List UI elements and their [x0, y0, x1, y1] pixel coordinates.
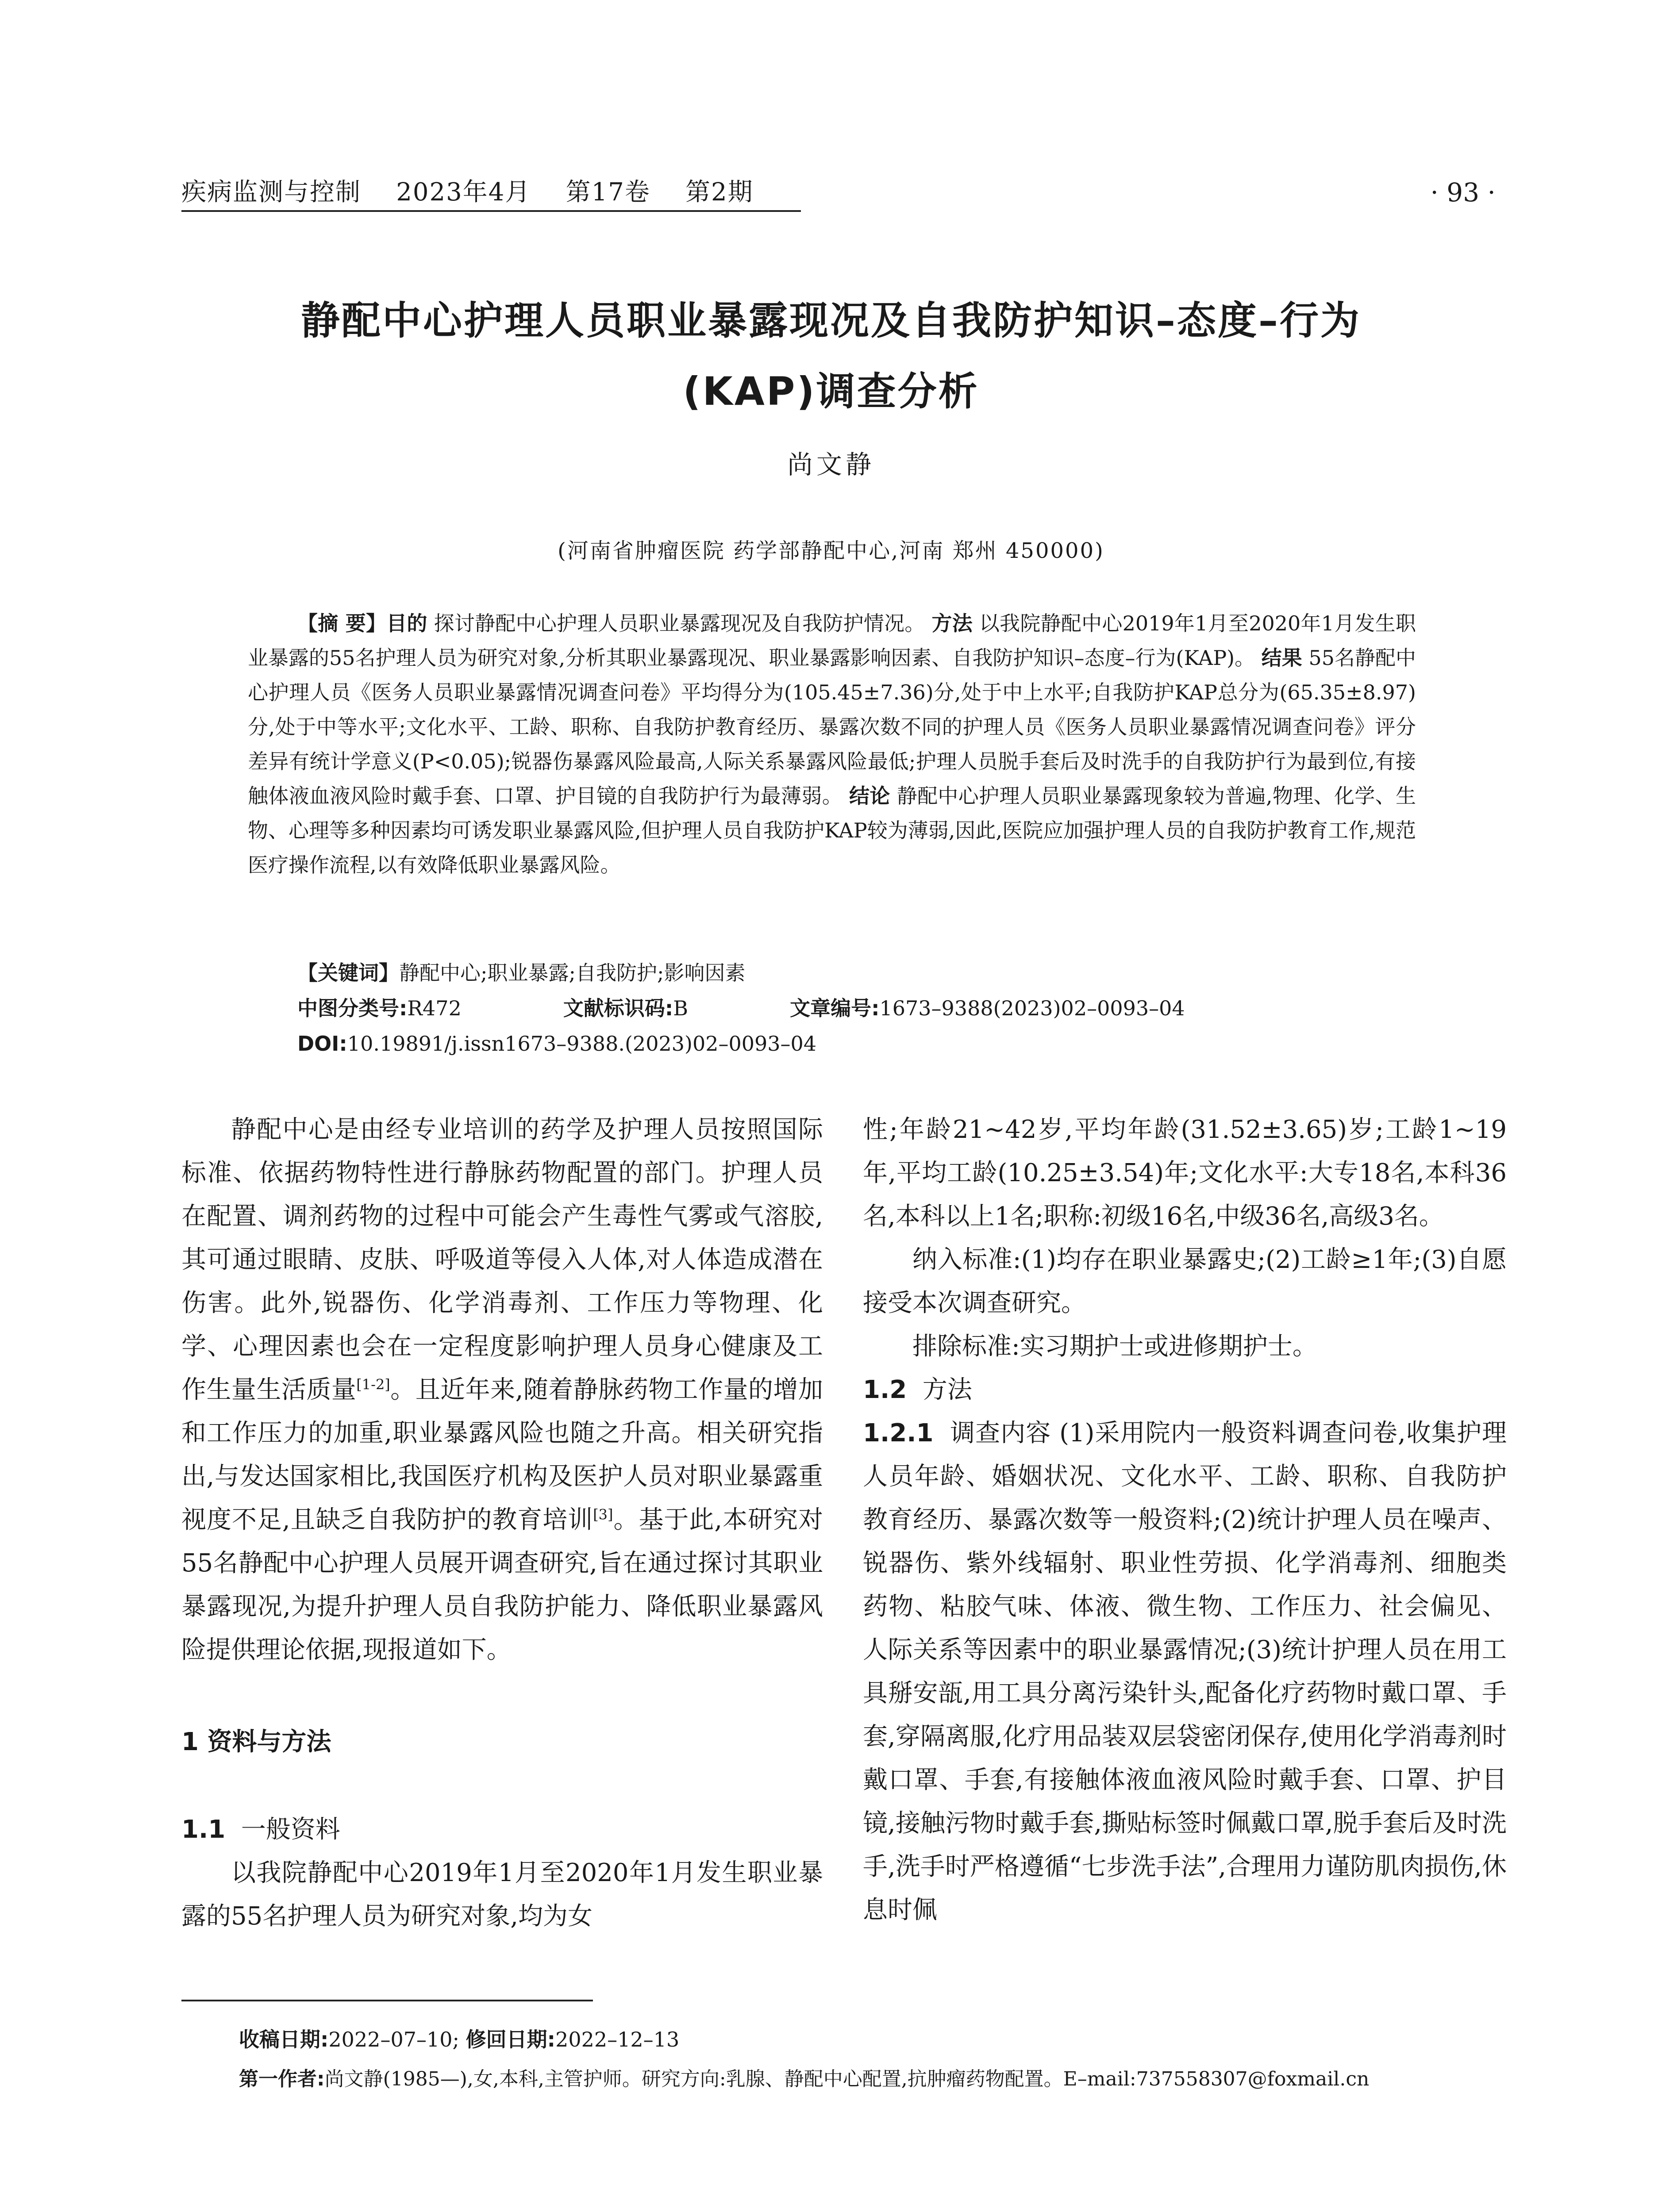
body-left-column: [181, 1108, 823, 1938]
objective-text: 探讨静配中心护理人员职业暴露现况及自我防护情况。: [434, 611, 925, 635]
clc-label: 中图分类号:: [297, 996, 408, 1020]
title-line-2: (KAP)调查分析: [683, 369, 979, 414]
issue-date: 2023年4月: [396, 178, 531, 207]
revised-date: 2022–12–13: [555, 2028, 680, 2051]
intro-text-c: 。基于此,本研究对55名静配中心护理人员展开调查研究,旨在通过探讨其职业暴露现况,为提升护理人员自我防护能力、降低职业暴露风险提供理论依据,现报道如下。: [181, 1505, 823, 1664]
doi-value: 10.19891/j.issn1673–9388.(2023)02–0093–04: [347, 1032, 817, 1056]
conclusion-label: 结论: [849, 784, 890, 808]
article-number-label: 文章编号:: [790, 996, 880, 1020]
section-1-1-title: 一般资料: [241, 1815, 340, 1844]
intro-text-a: 静配中心是由经专业培训的药学及护理人员按照国际标准、依据药物特性进行静脉药物配置的部门。护理人员在配置、调剂药物的过程中可能会产生毒性气雾或气溶胶,其可通过眼睛、皮肤、呼吸道等侵入人体,对人体造成潜在伤害。此外,锐器伤、化学消毒剂、工作压力等物理、化学、心理因素也会在一定程度影响护理人员身心健康及工作生量生活质量: [181, 1115, 823, 1404]
revised-label: 修回日期:: [466, 2028, 556, 2051]
affiliation: (河南省肿瘤医院 药学部静配中心,河南 郑州 450000): [558, 538, 1104, 563]
results-label: 结果: [1261, 646, 1302, 670]
keywords-label: 【关键词】: [297, 961, 399, 985]
section-1-heading: 1 资料与方法: [181, 1728, 331, 1756]
doi-label: DOI:: [297, 1032, 347, 1056]
page-number: · 93 ·: [1430, 177, 1496, 207]
keywords-value: 静配中心;职业暴露;自我防护;影响因素: [399, 961, 746, 985]
inclusion-criteria: 纳入标准:(1)均存在职业暴露史;(2)工龄≥1年;(3)自愿接受本次调查研究。: [863, 1245, 1507, 1317]
first-author-label: 第一作者:: [239, 2068, 325, 2090]
received-dates: [239, 2024, 1522, 2055]
article-number-value: 1673–9388(2023)02–0093–04: [879, 996, 1185, 1020]
section-1-2-heading: [863, 1368, 1507, 1412]
received-date: 2022–07–10;: [328, 2028, 460, 2051]
methods-text: 以我院静配中心2019年1月至2020年1月发生职业暴露的55名护理人员为研究对象,分析其职业暴露现况、职业暴露影响因素、自我防护知识–态度–行为(KAP)。: [248, 611, 1416, 670]
doc-code-value: B: [673, 996, 689, 1020]
section-1-2-number: 1.2: [863, 1375, 907, 1404]
section-1-1-number: 1.1: [181, 1815, 226, 1844]
conclusion-text: 静配中心护理人员职业暴露现象较为普遍,物理、化学、生物、心理等多种因素均可诱发职业暴露风险,但护理人员自我防护KAP较为薄弱,因此,医院应加强护理人员的自我防护教育工作,规范医疗操作流程,以有效降低职业暴露风险。: [248, 784, 1416, 877]
exclusion-criteria: 排除标准:实习期护士或进修期护士。: [912, 1332, 1317, 1361]
abstract-label: 【摘 要】: [297, 611, 387, 635]
abstract: [248, 606, 1416, 882]
title-line-1: 静配中心护理人员职业暴露现况及自我防护知识–态度–行为: [300, 298, 1361, 343]
section-1-2-title: 方法: [922, 1375, 972, 1404]
classification-line: [297, 991, 1466, 1025]
first-author-text: 尚文静(1985—),女,本科,主管护师。研究方向:乳腺、静配中心配置,抗肿瘤药物配置。E–mail:737558307@foxmail.cn: [324, 2068, 1370, 2090]
keywords: [297, 956, 1466, 990]
doc-code-label: 文献标识码:: [563, 996, 673, 1020]
issue: 第2期: [685, 178, 754, 207]
journal-name: 疾病监测与控制: [181, 178, 361, 207]
general-info-paragraph-start: 以我院静配中心2019年1月至2020年1月发生职业暴露的55名护理人员为研究对象,均为女: [181, 1859, 823, 1931]
section-1-2-1-number: 1.2.1: [863, 1419, 934, 1448]
article-title: [133, 285, 1529, 427]
survey-content-paragraph: [863, 1412, 1507, 1932]
intro-text-b: 。且近年来,随着静脉药物工作量的增加和工作压力的加重,职业暴露风险也随之升高。相关研究指出,与发达国家相比,我国医疗机构及医护人员对职业暴露重视度不足,且缺乏自我防护的教育培训: [181, 1375, 823, 1534]
section-1-1-heading: [181, 1808, 823, 1851]
author: 尚文静: [787, 449, 875, 480]
results-text: 55名静配中心护理人员《医务人员职业暴露情况调查问卷》平均得分为(105.45±7.36)分,处于中上水平;自我防护KAP总分为(65.35±8.97)分,处于中等水平;文化水平、工龄、职称、自我防护教育经历、暴露次数不同的护理人员《医务人员职业暴露情况调查问卷》评分差异有统计学意义(P<0.05);锐器伤暴露风险最高,人际关系暴露风险最低;护理人员脱手套后及时洗手的自我防护行为最到位,有接触体液血液风险时戴手套、口罩、护目镜的自我防护行为最薄弱。: [248, 646, 1416, 808]
general-info-paragraph-end: 性;年龄21~42岁,平均年龄(31.52±3.65)岁;工龄1~19年,平均工龄(10.25±3.54)年;文化水平:大专18名,本科36名,本科以上1名;职称:初级16名,中级36名,高级3名。: [863, 1115, 1507, 1231]
footnote-rule: [181, 2000, 593, 2001]
first-author-note: [239, 2064, 1522, 2095]
objective-label: 目的: [386, 611, 427, 635]
intro-paragraph: [181, 1108, 823, 1672]
received-label: 收稿日期:: [239, 2028, 329, 2051]
citation-3: [3]: [593, 1506, 613, 1523]
methods-label: 方法: [931, 611, 973, 635]
citation-1-2: [1-2]: [356, 1376, 390, 1393]
doi-line: [297, 1026, 1466, 1061]
clc-value: R472: [407, 996, 462, 1020]
volume: 第17卷: [566, 178, 650, 207]
running-head: [181, 175, 801, 212]
body-right-column: [863, 1108, 1507, 1932]
survey-content-text: 调查内容 (1)采用院内一般资料调查问卷,收集护理人员年龄、婚姻状况、文化水平、工龄、职称、自我防护教育经历、暴露次数等一般资料;(2)统计护理人员在噪声、锐器伤、紫外线辐射、职业性劳损、化学消毒剂、细胞类药物、粘胶气味、体液、微生物、工作压力、社会偏见、人际关系等因素中的职业暴露情况;(3)统计护理人员在用工具掰安瓿,用工具分离污染针头,配备化疗药物时戴口罩、手套,穿隔离服,化疗用品装双层袋密闭保存,使用化学消毒剂时戴口罩、手套,有接触体液血液风险时戴手套、口罩、护目镜,接触污物时戴手套,撕贴标签时佩戴口罩,脱手套后及时洗手,洗手时严格遵循“七步洗手法”,合理用力谨防肌肉损伤,休息时佩: [863, 1419, 1507, 1924]
